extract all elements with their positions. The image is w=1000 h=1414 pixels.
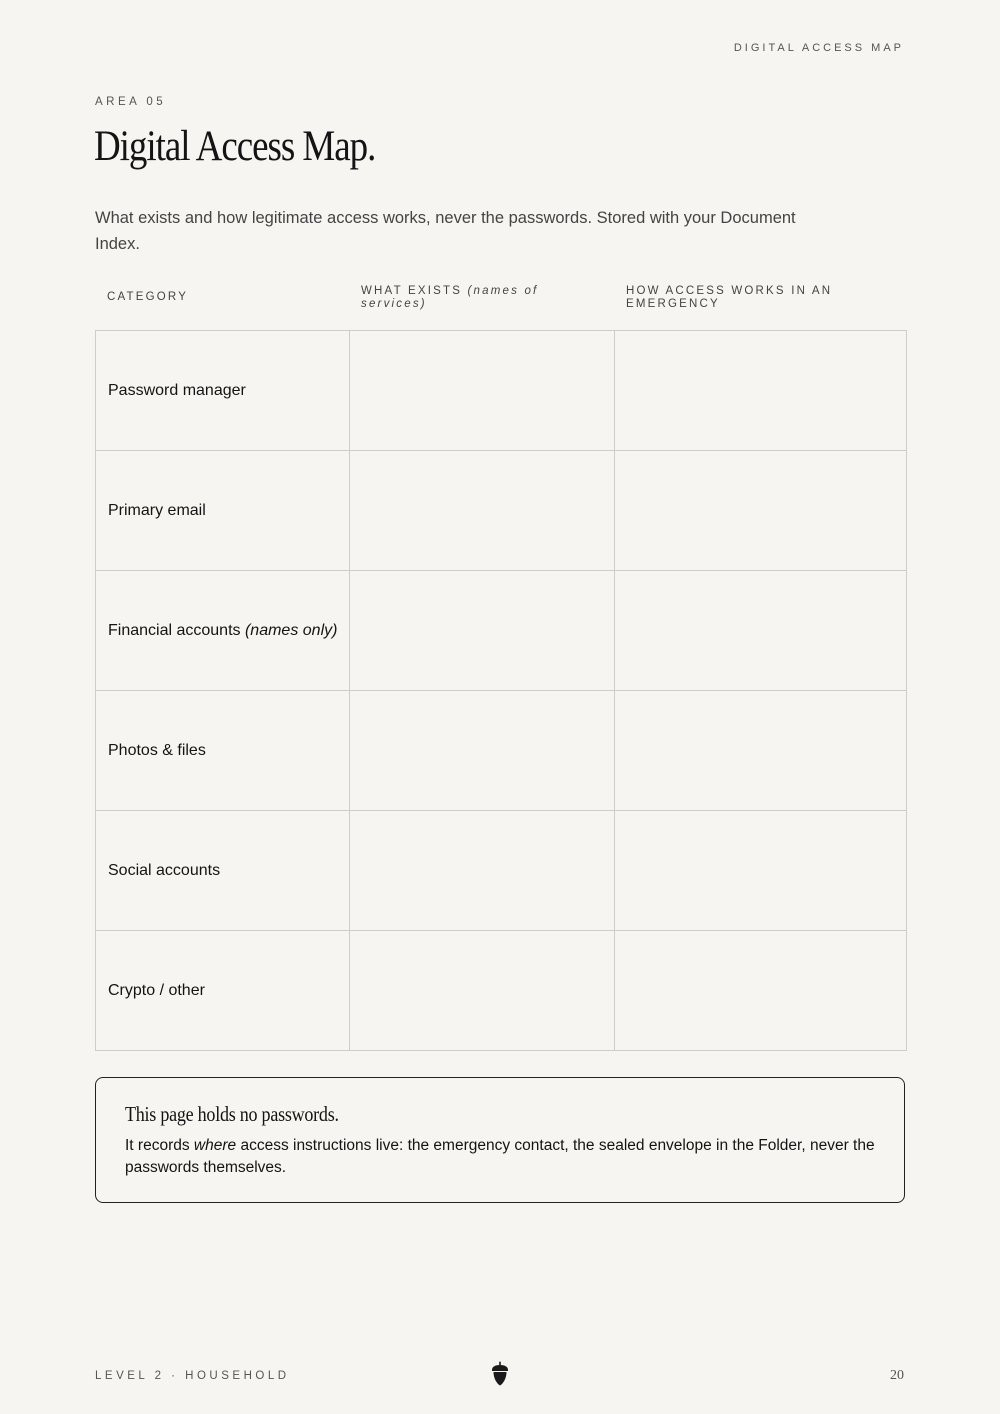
acorn-icon [490,1361,510,1387]
column-header-category: CATEGORY [107,291,189,303]
note-body-text: It records [125,1137,194,1154]
what-exists-cell[interactable] [350,811,615,931]
note-box [95,1077,905,1203]
table-header [95,285,905,325]
category-label: Photos & files [108,741,206,759]
category-cell [96,331,350,451]
column-header-what-exists-note: (names of services) [361,285,539,310]
table-row [96,931,907,1051]
category-cell [96,451,350,571]
intro-text: What exists and how legitimate access works, never the passwords. Stored with your Document Index. [95,209,796,253]
table-row [96,691,907,811]
column-header-what-exists-label: WHAT EXISTS [361,285,463,297]
category-label: Primary email [108,501,206,519]
access-table [95,330,907,1051]
how-access-cell[interactable] [615,451,907,571]
note-body-text: access instructions live: the emergency contact, the sealed envelope in the Folder, never the passwords themselves. [125,1137,875,1176]
how-access-cell[interactable] [615,811,907,931]
column-header-how-access: HOW ACCESS WORKS IN AN EMERGENCY [626,285,833,310]
category-label: Social accounts [108,861,221,879]
what-exists-cell[interactable] [350,451,615,571]
category-label: Financial accounts [108,621,241,639]
what-exists-cell[interactable] [350,691,615,811]
table-row [96,451,907,571]
category-cell [96,571,350,691]
how-access-cell[interactable] [615,571,907,691]
running-head: DIGITAL ACCESS MAP [733,42,904,54]
table-row [96,571,907,691]
category-label: Password manager [108,381,246,399]
what-exists-cell[interactable] [350,931,615,1051]
note-title: This page holds no passwords. [125,1102,339,1126]
what-exists-cell[interactable] [350,571,615,691]
category-note: (names only) [244,621,338,639]
page-number: 20 [890,1368,904,1383]
note-body [125,1135,875,1179]
category-label: Crypto / other [108,981,205,999]
what-exists-cell[interactable] [350,331,615,451]
how-access-cell[interactable] [615,331,907,451]
table-row [96,331,907,451]
how-access-cell[interactable] [615,931,907,1051]
category-cell [96,931,350,1051]
page-title: Digital Access Map. [94,123,376,170]
category-cell [96,811,350,931]
column-header-what-exists [361,285,591,311]
section-eyebrow: AREA 05 [95,96,167,108]
footer-section-label: LEVEL 2 · HOUSEHOLD [95,1370,290,1382]
how-access-cell[interactable] [615,691,907,811]
table-row [96,811,907,931]
category-cell [96,691,350,811]
note-body-emphasis: where [193,1137,237,1154]
